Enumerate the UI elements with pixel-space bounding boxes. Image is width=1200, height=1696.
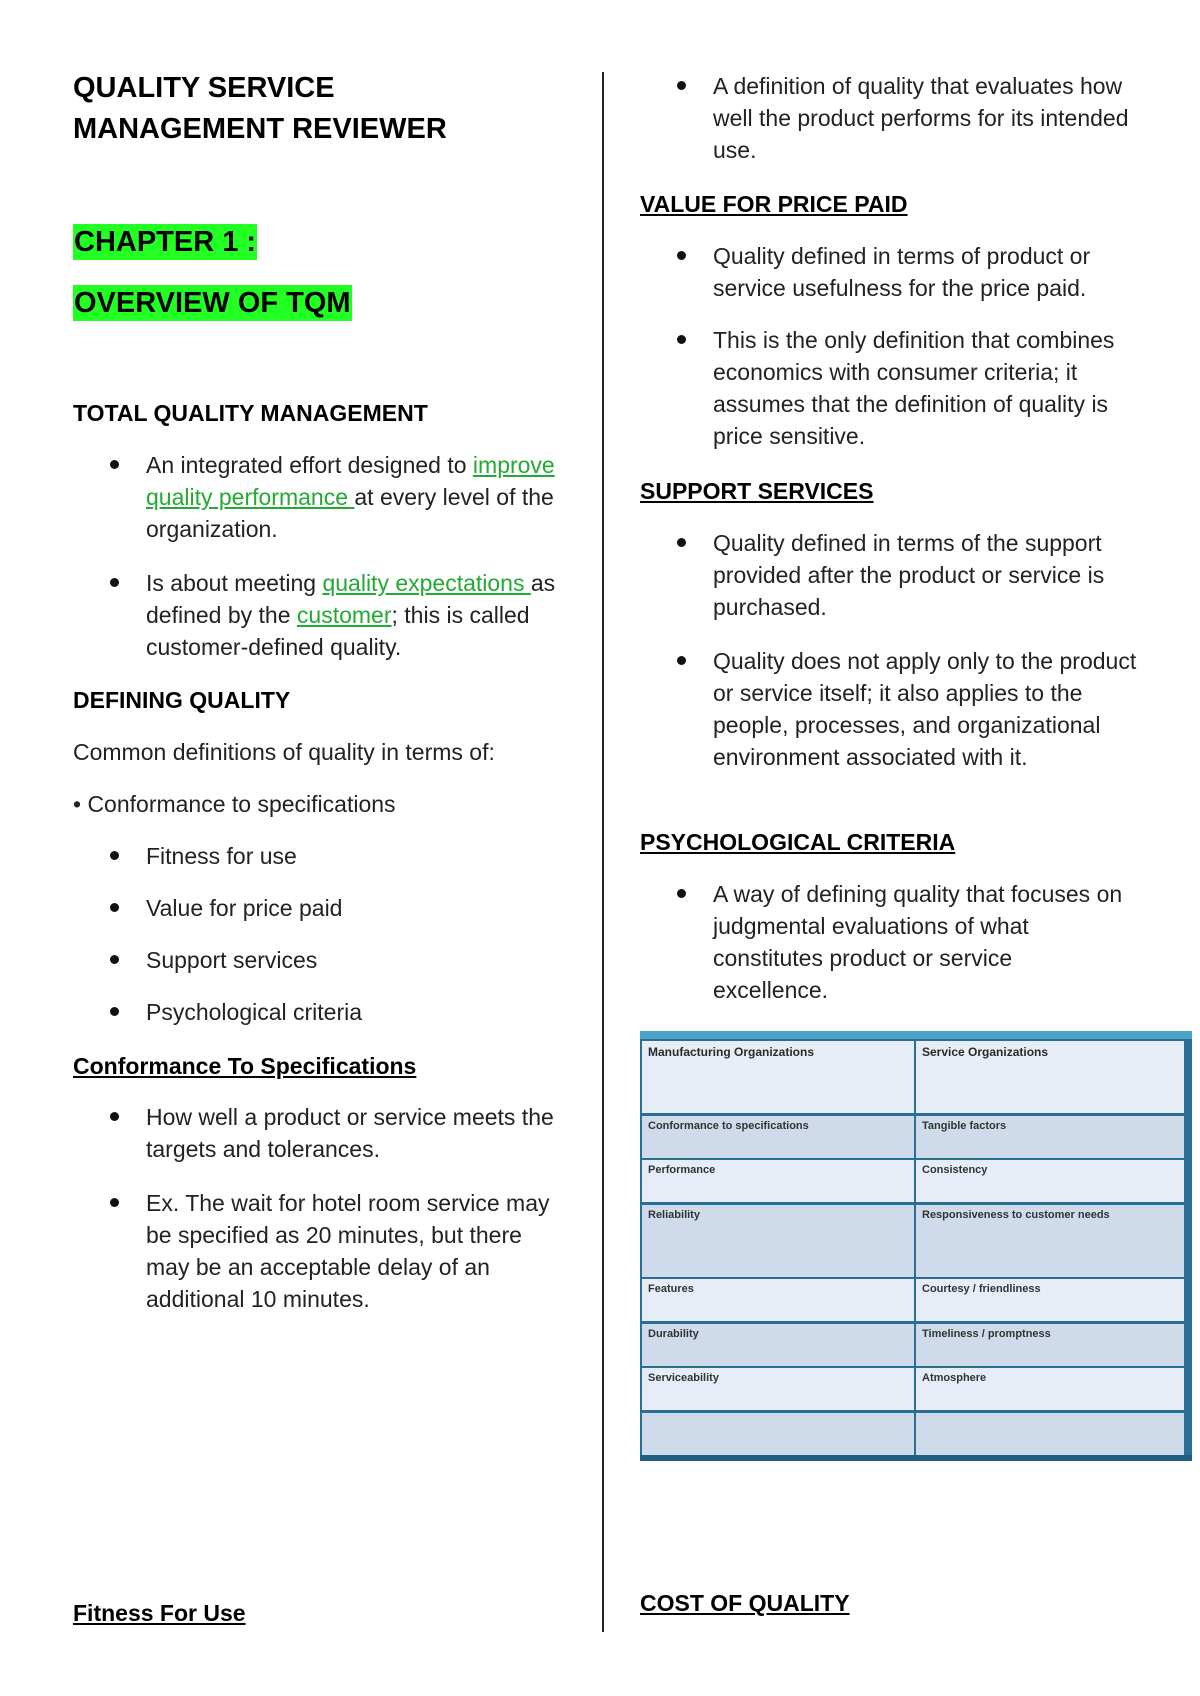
column-divider (602, 72, 604, 1632)
list-item: Psychological criteria (146, 996, 362, 1028)
document-title: QUALITY SERVICE MANAGEMENT REVIEWER (73, 72, 447, 145)
psych-heading: PSYCHOLOGICAL CRITERIA (640, 829, 956, 855)
chapter-number: CHAPTER 1 : (74, 226, 257, 258)
table-cell: Responsiveness to customer needs (916, 1205, 1184, 1277)
quality-dimensions-table (640, 1031, 1192, 1461)
table-header-cell: Manufacturing Organizations (642, 1041, 914, 1113)
bullet-icon (110, 1198, 119, 1207)
list-item: Quality defined in terms of the support provided after the product or service is purchased. (713, 527, 1143, 623)
value-heading: VALUE FOR PRICE PAID (640, 191, 908, 217)
table-cell: Tangible factors (916, 1116, 1184, 1158)
list-item: An integrated effort designed to improve quality performance at every level of the organization. (146, 449, 571, 545)
cost-heading: COST OF QUALITY (640, 1590, 850, 1616)
quality-expectations-link[interactable]: quality expectations (322, 570, 531, 596)
list-item: A definition of quality that evaluates how well the product performs for its intended use. (713, 70, 1133, 166)
bullet-icon (110, 1007, 119, 1016)
table-cell (916, 1413, 1184, 1455)
bullet-icon (110, 903, 119, 912)
list-item: Quality defined in terms of product or service usefulness for the price paid. (713, 240, 1133, 304)
table-cell: Features (642, 1279, 914, 1321)
bullet-icon (677, 81, 686, 90)
defining-quality-heading: DEFINING QUALITY (73, 687, 291, 713)
list-item: Ex. The wait for hotel room service may be specified as 20 minutes, but there may be an acceptable delay of an additional 10 minutes. (146, 1187, 571, 1315)
table-cell (642, 1413, 914, 1455)
list-item: Quality does not apply only to the product or service itself; it also applies to the people, processes, and organizational environment associated with it. (713, 645, 1143, 773)
bullet-icon (677, 889, 686, 898)
bullet-icon (110, 578, 119, 587)
table-cell: Durability (642, 1324, 914, 1366)
tqm-heading: TOTAL QUALITY MANAGEMENT (73, 400, 428, 426)
defining-quality-first: • Conformance to specifications (73, 791, 396, 817)
table-cell: Reliability (642, 1205, 914, 1277)
customer-link[interactable]: customer (296, 602, 392, 628)
fitness-heading: Fitness For Use (73, 1600, 246, 1626)
table-cell: Consistency (916, 1160, 1184, 1202)
list-item: Fitness for use (146, 840, 297, 872)
improve-quality-link[interactable]: improve quality performance (146, 452, 555, 510)
table-cell: Conformance to specifications (642, 1116, 914, 1158)
table-cell: Atmosphere (916, 1368, 1184, 1410)
conformance-heading: Conformance To Specifications (73, 1053, 417, 1079)
list-item: Support services (146, 944, 317, 976)
table-cell: Serviceability (642, 1368, 914, 1410)
table-cell: Performance (642, 1160, 914, 1202)
bullet-icon (677, 335, 686, 344)
defining-quality-intro: Common definitions of quality in terms of: (73, 739, 495, 765)
support-heading: SUPPORT SERVICES (640, 478, 874, 504)
bullet-icon (677, 538, 686, 547)
bullet-icon (110, 460, 119, 469)
list-item: This is the only definition that combines economics with consumer criteria; it assumes that the definition of quality is price sensitive. (713, 324, 1133, 452)
chapter-title: OVERVIEW OF TQM (74, 287, 351, 319)
bullet-icon (677, 251, 686, 260)
list-item: Value for price paid (146, 892, 342, 924)
list-item: How well a product or service meets the targets and tolerances. (146, 1101, 571, 1165)
bullet-icon (110, 1112, 119, 1121)
list-item: A way of defining quality that focuses on judgmental evaluations of what constitutes product or service excellence. (713, 878, 1133, 1006)
list-item: Is about meeting quality expectations as defined by the customer; this is called customer-defined quality. (146, 567, 571, 663)
table-cell: Courtesy / friendliness (916, 1279, 1184, 1321)
table-cell: Timeliness / promptness (916, 1324, 1184, 1366)
bullet-icon (110, 955, 119, 964)
bullet-icon (110, 851, 119, 860)
table-header-cell: Service Organizations (916, 1041, 1184, 1113)
bullet-icon (677, 656, 686, 665)
